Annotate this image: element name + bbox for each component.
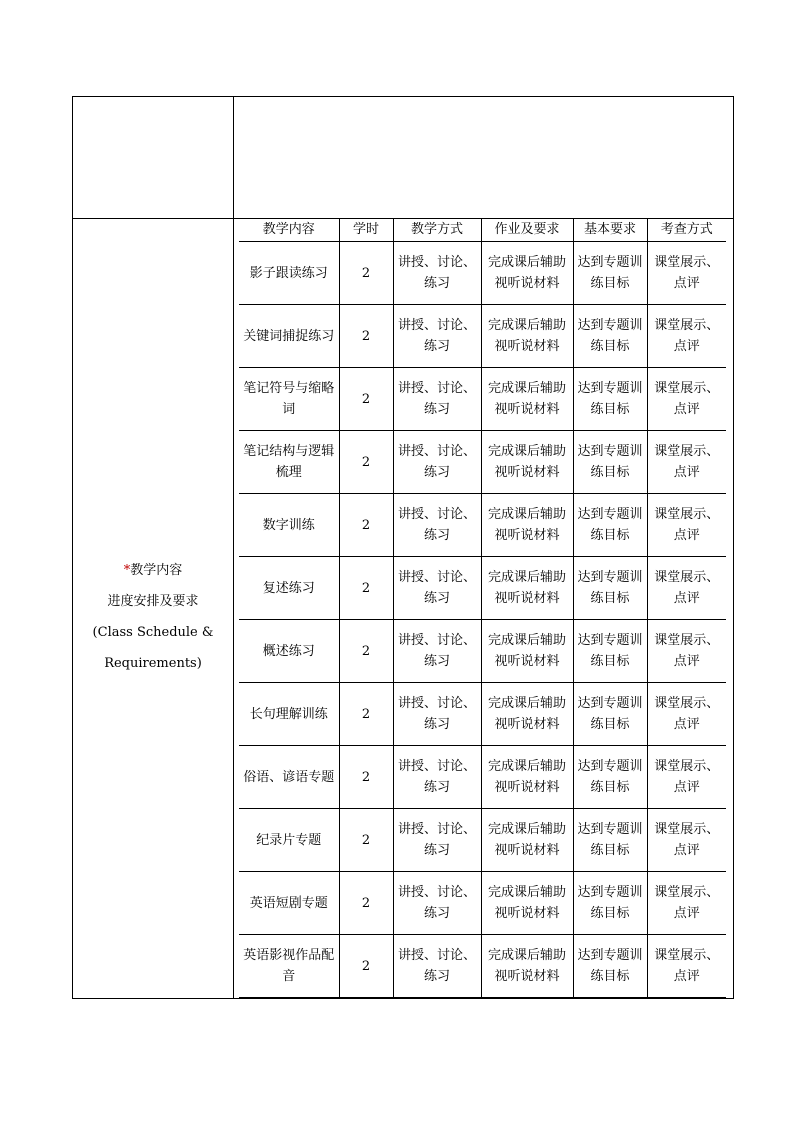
cell-basic: 达到专题训练目标: [573, 557, 647, 620]
cell-assessment: 课堂展示、点评: [647, 872, 726, 935]
cell-hours: 2: [339, 431, 393, 494]
header-homework: 作业及要求: [481, 219, 573, 242]
cell-homework: 完成课后辅助视听说材料: [481, 872, 573, 935]
cell-basic: 达到专题训练目标: [573, 494, 647, 557]
table-row: [239, 872, 726, 935]
cell-method: 讲授、讨论、练习: [393, 305, 481, 368]
cell-assessment: 课堂展示、点评: [647, 305, 726, 368]
cell-hours: 2: [339, 620, 393, 683]
schedule-header-row: [239, 219, 726, 242]
cell-content: 影子跟读练习: [239, 242, 339, 305]
cell-hours: 2: [339, 809, 393, 872]
cell-hours: 2: [339, 242, 393, 305]
section-english-line2: Requirements): [104, 656, 202, 671]
table-row: [239, 305, 726, 368]
cell-assessment: 课堂展示、点评: [647, 494, 726, 557]
cell-content: 英语短剧专题: [239, 872, 339, 935]
cell-content: 俗语、谚语专题: [239, 746, 339, 809]
cell-content: 笔记结构与逻辑梳理: [239, 431, 339, 494]
cell-homework: 完成课后辅助视听说材料: [481, 620, 573, 683]
cell-content: 纪录片专题: [239, 809, 339, 872]
cell-assessment: 课堂展示、点评: [647, 683, 726, 746]
cell-basic: 达到专题训练目标: [573, 620, 647, 683]
cell-homework: 完成课后辅助视听说材料: [481, 557, 573, 620]
cell-basic: 达到专题训练目标: [573, 368, 647, 431]
cell-basic: 达到专题训练目标: [573, 305, 647, 368]
section-english-line1: (Class Schedule &: [92, 625, 214, 640]
cell-assessment: 课堂展示、点评: [647, 242, 726, 305]
header-method: 教学方式: [393, 219, 481, 242]
cell-homework: 完成课后辅助视听说材料: [481, 242, 573, 305]
cell-hours: 2: [339, 368, 393, 431]
table-row: [239, 368, 726, 431]
cell-method: 讲授、讨论、练习: [393, 368, 481, 431]
schedule-table: [239, 219, 726, 998]
table-row: [239, 935, 726, 998]
cell-assessment: 课堂展示、点评: [647, 557, 726, 620]
cell-assessment: 课堂展示、点评: [647, 620, 726, 683]
cell-assessment: 课堂展示、点评: [647, 368, 726, 431]
cell-method: 讲授、讨论、练习: [393, 620, 481, 683]
cell-content: 笔记符号与缩略词: [239, 368, 339, 431]
header-hours: 学时: [339, 219, 393, 242]
cell-content: 关键词捕捉练习: [239, 305, 339, 368]
cell-hours: 2: [339, 557, 393, 620]
header-assessment: 考查方式: [647, 219, 726, 242]
cell-hours: 2: [339, 305, 393, 368]
cell-homework: 完成课后辅助视听说材料: [481, 809, 573, 872]
cell-method: 讲授、讨论、练习: [393, 242, 481, 305]
cell-homework: 完成课后辅助视听说材料: [481, 683, 573, 746]
section-title: [73, 555, 233, 586]
cell-hours: 2: [339, 935, 393, 998]
cell-basic: 达到专题训练目标: [573, 809, 647, 872]
cell-hours: 2: [339, 746, 393, 809]
cell-homework: 完成课后辅助视听说材料: [481, 305, 573, 368]
cell-basic: 达到专题训练目标: [573, 935, 647, 998]
cell-basic: 达到专题训练目标: [573, 683, 647, 746]
cell-basic: 达到专题训练目标: [573, 431, 647, 494]
cell-assessment: 课堂展示、点评: [647, 746, 726, 809]
cell-content: 数字训练: [239, 494, 339, 557]
cell-method: 讲授、讨论、练习: [393, 809, 481, 872]
column-divider: [233, 97, 234, 998]
cell-method: 讲授、讨论、练习: [393, 557, 481, 620]
cell-homework: 完成课后辅助视听说材料: [481, 368, 573, 431]
cell-basic: 达到专题训练目标: [573, 872, 647, 935]
section-label: [73, 555, 233, 679]
cell-hours: 2: [339, 494, 393, 557]
header-basic-requirement: 基本要求: [573, 219, 647, 242]
cell-basic: 达到专题训练目标: [573, 746, 647, 809]
table-row: [239, 809, 726, 872]
cell-content: 概述练习: [239, 620, 339, 683]
table-row: [239, 242, 726, 305]
section-title-text: 教学内容: [130, 563, 183, 578]
table-row: [239, 431, 726, 494]
cell-method: 讲授、讨论、练习: [393, 494, 481, 557]
cell-content: 复述练习: [239, 557, 339, 620]
cell-assessment: 课堂展示、点评: [647, 809, 726, 872]
cell-hours: 2: [339, 872, 393, 935]
section-subtitle: 进度安排及要求: [107, 594, 199, 609]
table-row: [239, 620, 726, 683]
cell-homework: 完成课后辅助视听说材料: [481, 494, 573, 557]
cell-homework: 完成课后辅助视听说材料: [481, 746, 573, 809]
cell-method: 讲授、讨论、练习: [393, 683, 481, 746]
cell-assessment: 课堂展示、点评: [647, 935, 726, 998]
required-mark: *: [123, 563, 131, 578]
table-row: [239, 494, 726, 557]
header-content: 教学内容: [239, 219, 339, 242]
table-row: [239, 683, 726, 746]
cell-assessment: 课堂展示、点评: [647, 431, 726, 494]
cell-homework: 完成课后辅助视听说材料: [481, 431, 573, 494]
cell-hours: 2: [339, 683, 393, 746]
empty-top-row: [73, 97, 733, 219]
table-row: [239, 557, 726, 620]
cell-method: 讲授、讨论、练习: [393, 431, 481, 494]
cell-content: 长句理解训练: [239, 683, 339, 746]
cell-method: 讲授、讨论、练习: [393, 746, 481, 809]
cell-method: 讲授、讨论、练习: [393, 872, 481, 935]
cell-basic: 达到专题训练目标: [573, 242, 647, 305]
table-row: [239, 746, 726, 809]
syllabus-table: [72, 96, 734, 999]
cell-homework: 完成课后辅助视听说材料: [481, 935, 573, 998]
cell-content: 英语影视作品配音: [239, 935, 339, 998]
cell-method: 讲授、讨论、练习: [393, 935, 481, 998]
